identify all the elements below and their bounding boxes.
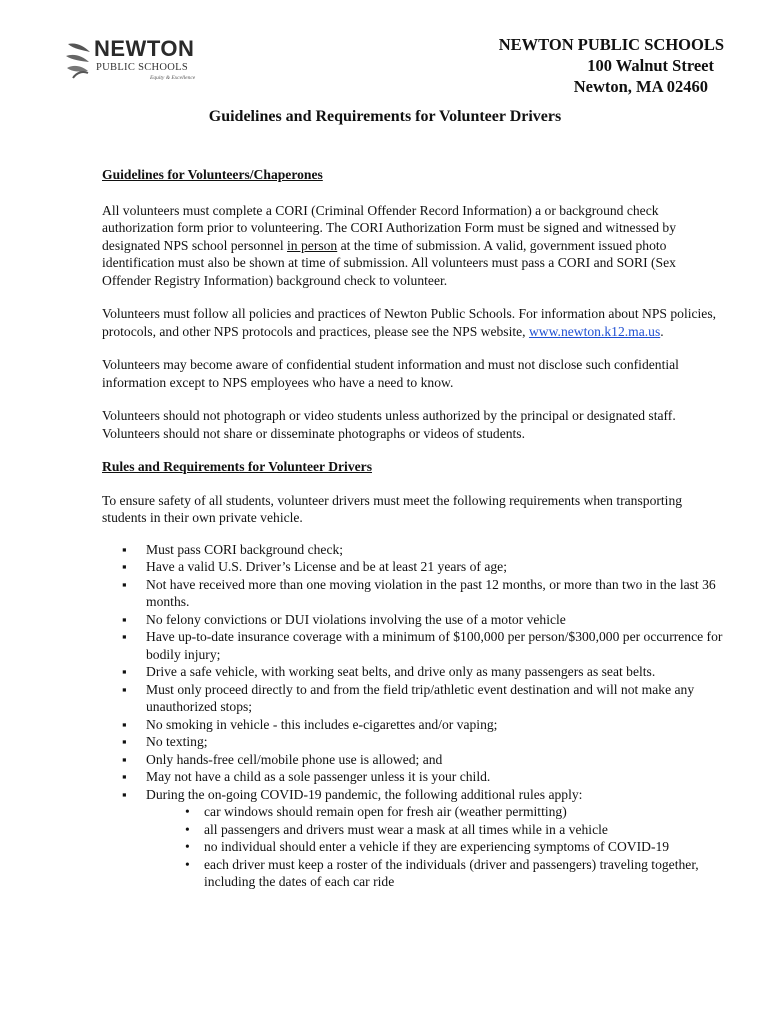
city-address: Newton, MA 02460 [573, 77, 708, 96]
covid-rules-list [146, 803, 726, 891]
paragraph-cori [102, 202, 726, 290]
logo-subtitle: PUBLIC SCHOOLS [96, 62, 189, 73]
paragraph-policies-text: Volunteers must follow all policies and practices of Newton Public Schools. For information about NPS policies, protocols, and other NPS protocols and practices, please see the NPS website, [102, 306, 717, 339]
paragraph-policies [102, 305, 726, 340]
org-name: NEWTON PUBLIC SCHOOLS [498, 35, 724, 54]
newton-logo [64, 36, 204, 88]
paragraph-cori-text-1: All volunteers must complete a CORI (Criminal Offender Record Information) a or background check authorization form prior to volunteering. The CORI Authorization Form must be signed and witnessed by designated NPS school personnel [102, 202, 676, 253]
rule-item: ▪ Drive a safe vehicle, with working seat belts, and drive only as many passengers as seat belts. [146, 663, 726, 681]
covid-rule-intro: During the on-going COVID-19 pandemic, the following additional rules apply: [146, 786, 583, 802]
rule-item-covid [146, 786, 726, 891]
street-address: 100 Walnut Street [587, 56, 714, 75]
paragraph-policies-end: . [660, 323, 664, 339]
rule-item: ▪ Have up-to-date insurance coverage with a minimum of $100,000 per person/$300,000 per occurrence for bodily injury; [146, 628, 726, 663]
covid-rule-item: • all passengers and drivers must wear a mask at all times while in a vehicle [204, 821, 726, 839]
logo-name: NEWTON [94, 36, 195, 61]
rule-item: ▪ Must only proceed directly to and from the field trip/athletic event destination and will not make any unauthorized stops; [146, 681, 726, 716]
rule-item: ▪ Must pass CORI background check; [146, 541, 726, 559]
in-person-emphasis: in person [287, 237, 338, 253]
section-heading-guidelines: Guidelines for Volunteers/Chaperones [102, 167, 323, 182]
rule-item: ▪ No texting; [146, 733, 726, 751]
covid-rule-item: • no individual should enter a vehicle if they are experiencing symptoms of COVID-19 [204, 838, 726, 856]
paragraph-photograph: Volunteers should not photograph or video students unless authorized by the principal or designated staff. Volunteers should not share or disseminate photographs or videos of students. [102, 408, 676, 441]
rule-item: ▪ Have a valid U.S. Driver’s License and be at least 21 years of age; [146, 558, 726, 576]
covid-rule-item: • each driver must keep a roster of the individuals (driver and passengers) traveling together, including the dates of each car ride [204, 856, 726, 891]
letterhead-address [499, 34, 724, 97]
logo-tagline: Equity & Excellence [150, 75, 196, 81]
rules-list [102, 541, 726, 891]
document-body [102, 166, 726, 891]
leaf-icon [64, 38, 94, 84]
document-title: Guidelines and Requirements for Volunteer Drivers [208, 108, 562, 125]
rule-item: ▪ No smoking in vehicle - this includes e-cigarettes and/or vaping; [146, 716, 726, 734]
section-heading-rules: Rules and Requirements for Volunteer Drivers [102, 459, 372, 474]
paragraph-confidential: Volunteers may become aware of confidential student information and must not disclose such confidential information except to NPS employees who have a need to know. [102, 357, 679, 390]
rule-item: ▪ Only hands-free cell/mobile phone use is allowed; and [146, 751, 726, 769]
rule-item: ▪ No felony convictions or DUI violations involving the use of a motor vehicle [146, 611, 726, 629]
rule-item: ▪ Not have received more than one moving violation in the past 12 months, or more than two in the last 36 months. [146, 576, 726, 611]
rules-intro: To ensure safety of all students, volunteer drivers must meet the following requirements when transporting students in their own private vehicle. [102, 492, 683, 525]
rule-item: ▪ May not have a child as a sole passenger unless it is your child. [146, 768, 726, 786]
nps-website-link[interactable]: www.newton.k12.ma.us [528, 323, 661, 339]
paragraph-cori-text-2: at the time of submission. A valid, government issued photo identification must also be shown at time of submission. All volunteers must pass a CORI and SORI (Sex Offender Registry Information) background check to volunteer. [102, 237, 676, 288]
covid-rule-item: • car windows should remain open for fresh air (weather permitting) [204, 803, 726, 821]
